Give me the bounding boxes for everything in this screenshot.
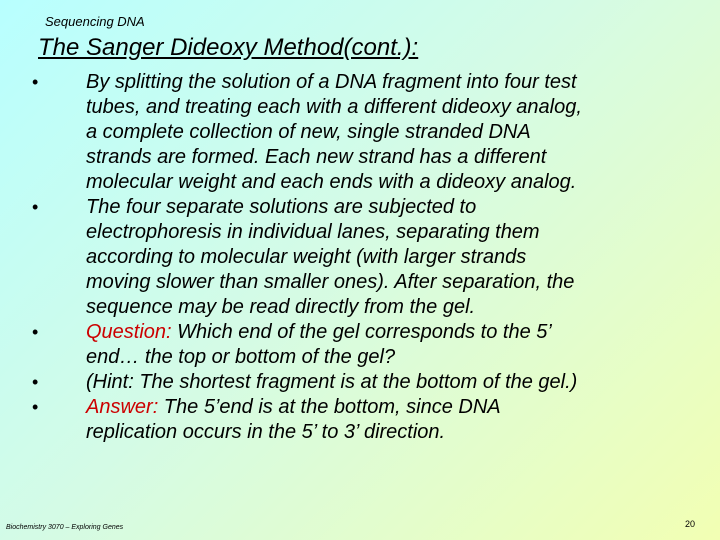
- bullet-item: [30, 320, 710, 370]
- bullet-item: [30, 395, 710, 445]
- bullet-text: The 5’end is at the bottom, since DNA replication occurs in the 5’ to 3’ direction.: [86, 396, 501, 443]
- section-label: Sequencing DNA: [45, 14, 145, 29]
- bullet-item: [30, 195, 710, 320]
- bullet-dot-icon: •: [32, 322, 39, 342]
- bullet-dot-icon: •: [32, 197, 39, 217]
- bullet-list: [30, 70, 710, 445]
- bullet-text: (Hint: The shortest fragment is at the bottom of the gel.): [86, 371, 578, 393]
- bullet-item: [30, 70, 710, 195]
- footer-course: Biochemistry 3070 – Exploring Genes: [6, 524, 124, 531]
- question-label: Question:: [86, 321, 172, 343]
- bullet-text: The four separate solutions are subjected to electrophoresis in individual lanes, separating them according to molecular weight (with larger strands moving slower than smaller ones). After separation, the sequence may be read directly from the gel.: [86, 196, 575, 318]
- page-number: 20: [685, 519, 696, 529]
- bullet-item: [30, 370, 710, 395]
- bullet-dot-icon: •: [32, 72, 39, 92]
- bullet-dot-icon: •: [32, 372, 39, 392]
- bullet-text: Which end of the gel corresponds to the 5’ end… the top or bottom of the gel?: [86, 321, 552, 368]
- answer-label: Answer:: [86, 396, 159, 418]
- slide-title: The Sanger Dideoxy Method(cont.):: [38, 34, 419, 61]
- bullet-dot-icon: •: [32, 397, 39, 417]
- bullet-text: By splitting the solution of a DNA fragment into four test tubes, and treating each with a different dideoxy analog, a complete collection of new, single stranded DNA strands are formed. Each new strand has a different molecular weight and each ends with a dideoxy analog.: [86, 71, 582, 193]
